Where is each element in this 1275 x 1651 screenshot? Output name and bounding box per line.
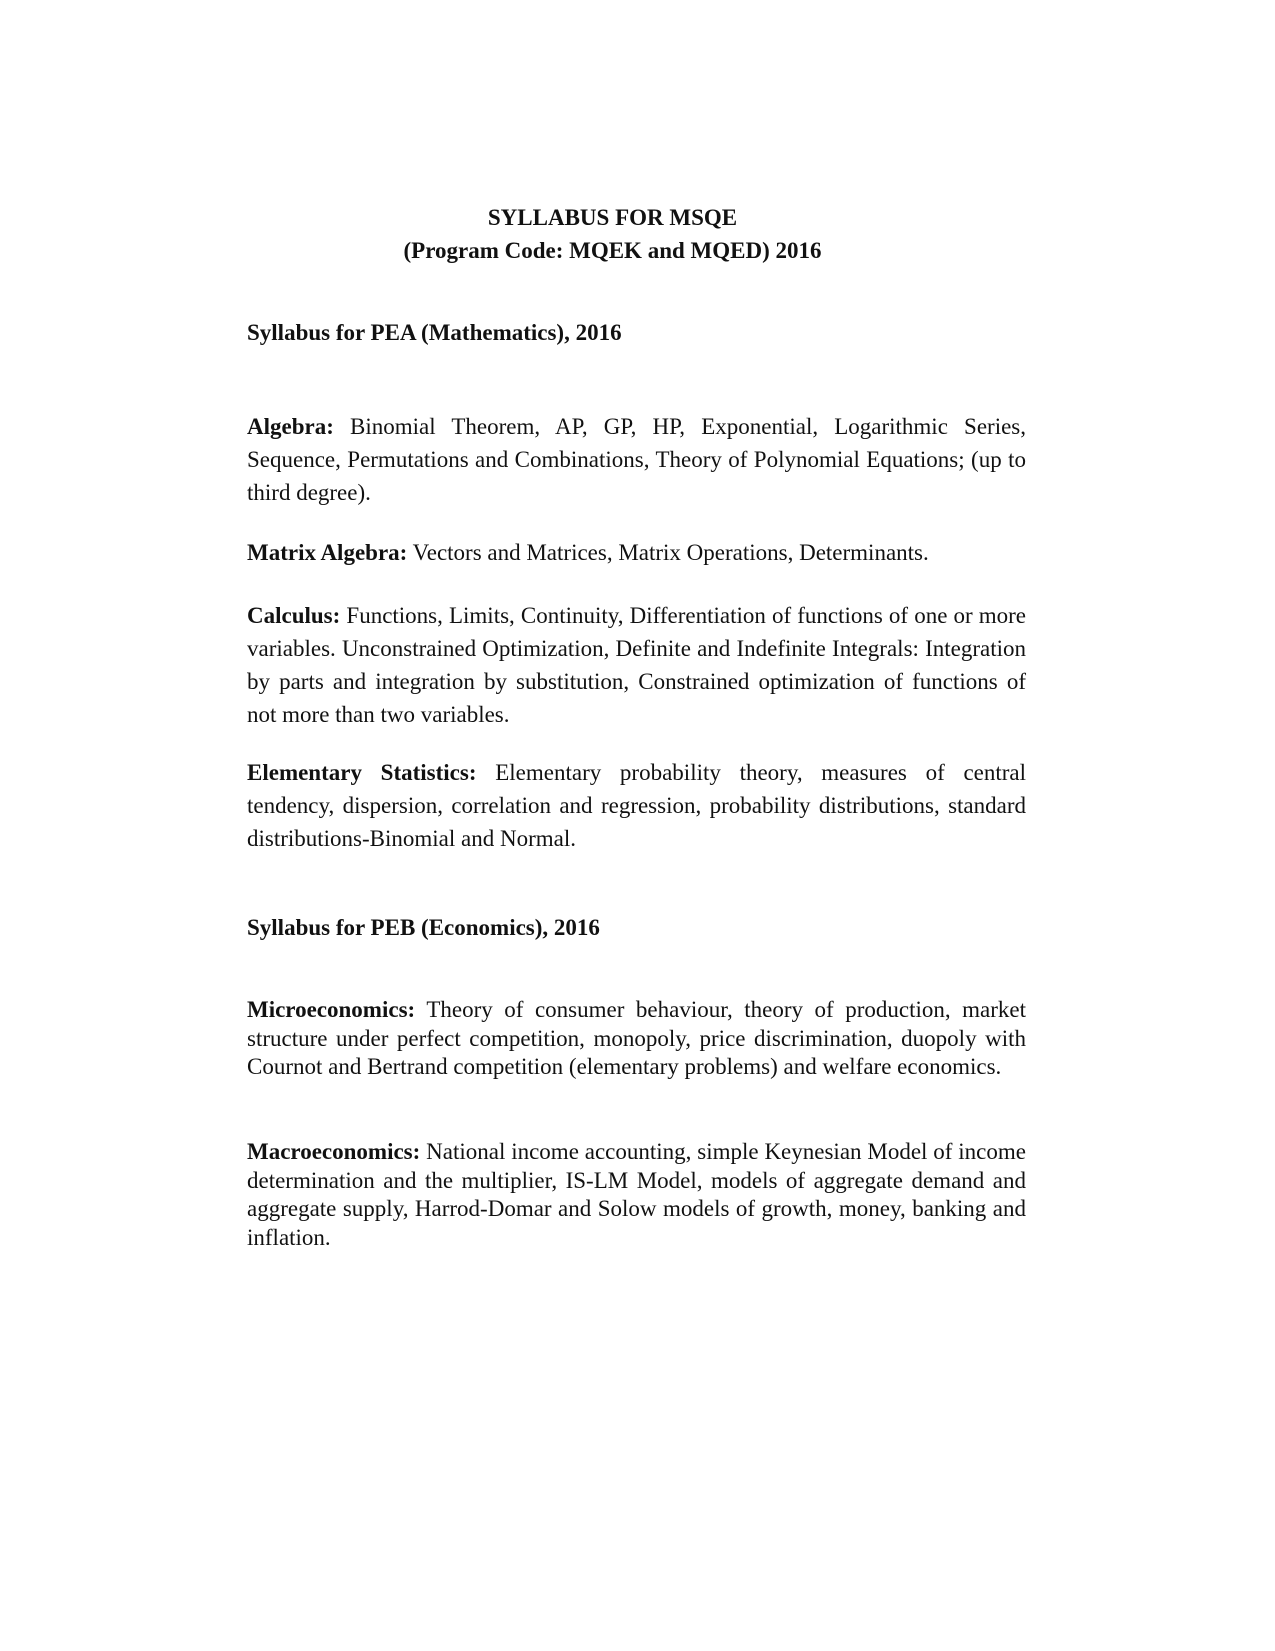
- topic-matrix-algebra: [247, 536, 1026, 569]
- topic-label: Macroeconomics:: [247, 1139, 421, 1164]
- topic-text: National income accounting, simple Keynesian Model of income determination and the multiplier, IS-LM Model, models of aggregate demand and aggregate supply, Harrod-Domar and Solow models of growth, money, banking and inflation.: [247, 1139, 1026, 1250]
- topic-text: Vectors and Matrices, Matrix Operations, Determinants.: [412, 540, 929, 565]
- topic-calculus: [247, 599, 1026, 731]
- topic-label: Elementary Statistics:: [247, 760, 477, 785]
- section-heading-economics: Syllabus for PEB (Economics), 2016: [247, 915, 600, 940]
- topic-microeconomics: [247, 996, 1026, 1082]
- topic-macroeconomics: [247, 1138, 1026, 1252]
- topic-label: Matrix Algebra:: [247, 540, 408, 565]
- topic-label: Calculus:: [247, 603, 341, 628]
- topic-text: Binomial Theorem, AP, GP, HP, Exponential, Logarithmic Series, Sequence, Permutations and Combinations, Theory of Polynomial Equations; (up to third degree).: [247, 414, 1027, 505]
- section-heading-mathematics: Syllabus for PEA (Mathematics), 2016: [247, 320, 622, 345]
- topic-algebra: [247, 410, 1026, 509]
- topic-label: Microeconomics:: [247, 997, 416, 1022]
- topic-text: Elementary probability theory, measures of central tendency, dispersion, correlation and regression, probability distributions, standard distributions-Binomial and Normal.: [247, 760, 1027, 851]
- topic-label: Algebra:: [247, 414, 334, 439]
- document-subtitle: (Program Code: MQEK and MQED) 2016: [403, 238, 822, 263]
- topic-text: Theory of consumer behaviour, theory of production, market structure under perfect competition, monopoly, price discrimination, duopoly with Cournot and Bertrand competition (elementary problems) and welfare economics.: [247, 997, 1026, 1079]
- topic-elementary-statistics: [247, 756, 1026, 855]
- topic-text: Functions, Limits, Continuity, Differentiation of functions of one or more variables. Unconstrained Optimization, Definite and Indefinite Integrals: Integration by parts and integration by substitution, Constrained optimization of functions of not more than two variables.: [247, 603, 1027, 727]
- title-block: [0, 201, 1275, 267]
- document-title: SYLLABUS FOR MSQE: [487, 205, 738, 230]
